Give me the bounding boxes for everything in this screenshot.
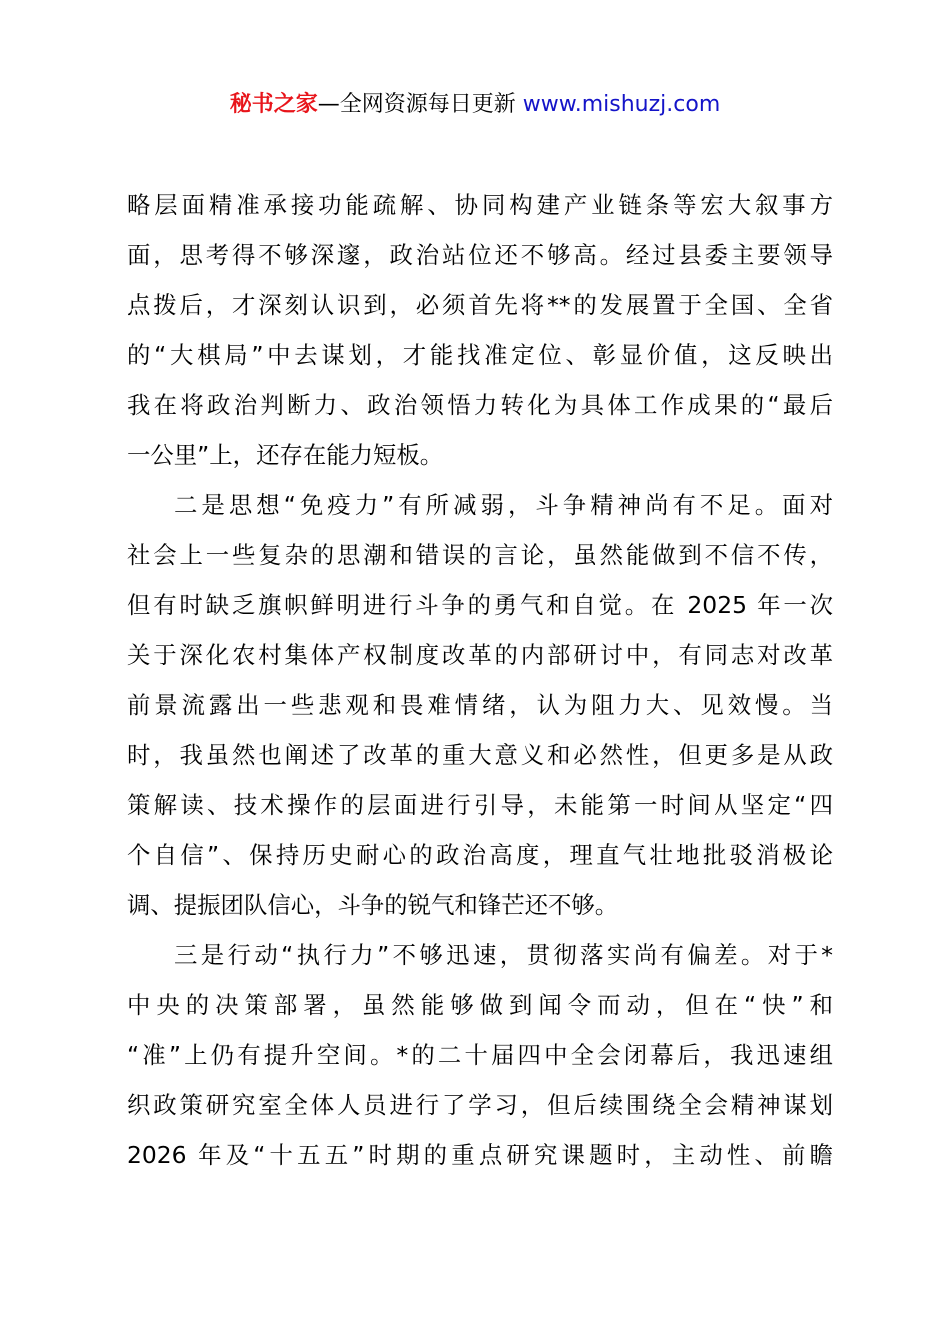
text-line: 点拨后，才深刻认识到，必须首先将**的发展置于全国、全省	[127, 291, 833, 319]
text-line: 二是思想“免疫力”有所减弱，斗争精神尚有不足。面对	[174, 491, 833, 519]
text-line: 时，我虽然也阐述了改革的重大意义和必然性，但更多是从政	[127, 741, 833, 769]
text-line: 中央的决策部署，虽然能够做到闻令而动，但在“快”和	[127, 991, 833, 1019]
text-line: 三是行动“执行力”不够迅速，贯彻落实尚有偏差。对于*	[174, 941, 833, 969]
text-line: 面，思考得不够深邃，政治站位还不够高。经过县委主要领导	[127, 241, 833, 269]
text-line: “准”上仍有提升空间。*的二十届四中全会闭幕后，我迅速组	[127, 1041, 833, 1069]
text-line: 的“大棋局”中去谋划，才能找准定位、彰显价值，这反映出	[127, 341, 833, 369]
text-line: 调、提振团队信心，斗争的锐气和锋芒还不够。	[127, 891, 619, 919]
website-link[interactable]: www.mishuzj.com	[522, 92, 721, 117]
text-line: 略层面精准承接功能疏解、协同构建产业链条等宏大叙事方	[127, 191, 833, 219]
text-line: 策解读、技术操作的层面进行引导，未能第一时间从坚定“四	[127, 791, 833, 819]
brand-name: 秘书之家	[229, 92, 318, 117]
header-tagline: —全网资源每日更新	[317, 92, 516, 117]
text-line: 个自信”、保持历史耐心的政治高度，理直气壮地批驳消极论	[127, 841, 833, 869]
text-line: 前景流露出一些悲观和畏难情绪，认为阻力大、见效慢。当	[127, 691, 833, 719]
document-body	[127, 180, 833, 1180]
text-line: 一公里”上，还存在能力短板。	[127, 441, 444, 469]
text-line: 但有时缺乏旗帜鲜明进行斗争的勇气和自觉。在 2025 年一次	[127, 591, 833, 619]
text-line: 我在将政治判断力、政治领悟力转化为具体工作成果的“最后	[127, 391, 833, 419]
text-line: 织政策研究室全体人员进行了学习，但后续围绕全会精神谋划	[127, 1091, 833, 1119]
text-line: 2026 年及“十五五”时期的重点研究课题时，主动性、前瞻	[127, 1141, 833, 1169]
text-line: 社会上一些复杂的思潮和错误的言论，虽然能做到不信不传，	[127, 541, 833, 569]
page-header	[0, 88, 950, 122]
text-line: 关于深化农村集体产权制度改革的内部研讨中，有同志对改革	[127, 641, 833, 669]
